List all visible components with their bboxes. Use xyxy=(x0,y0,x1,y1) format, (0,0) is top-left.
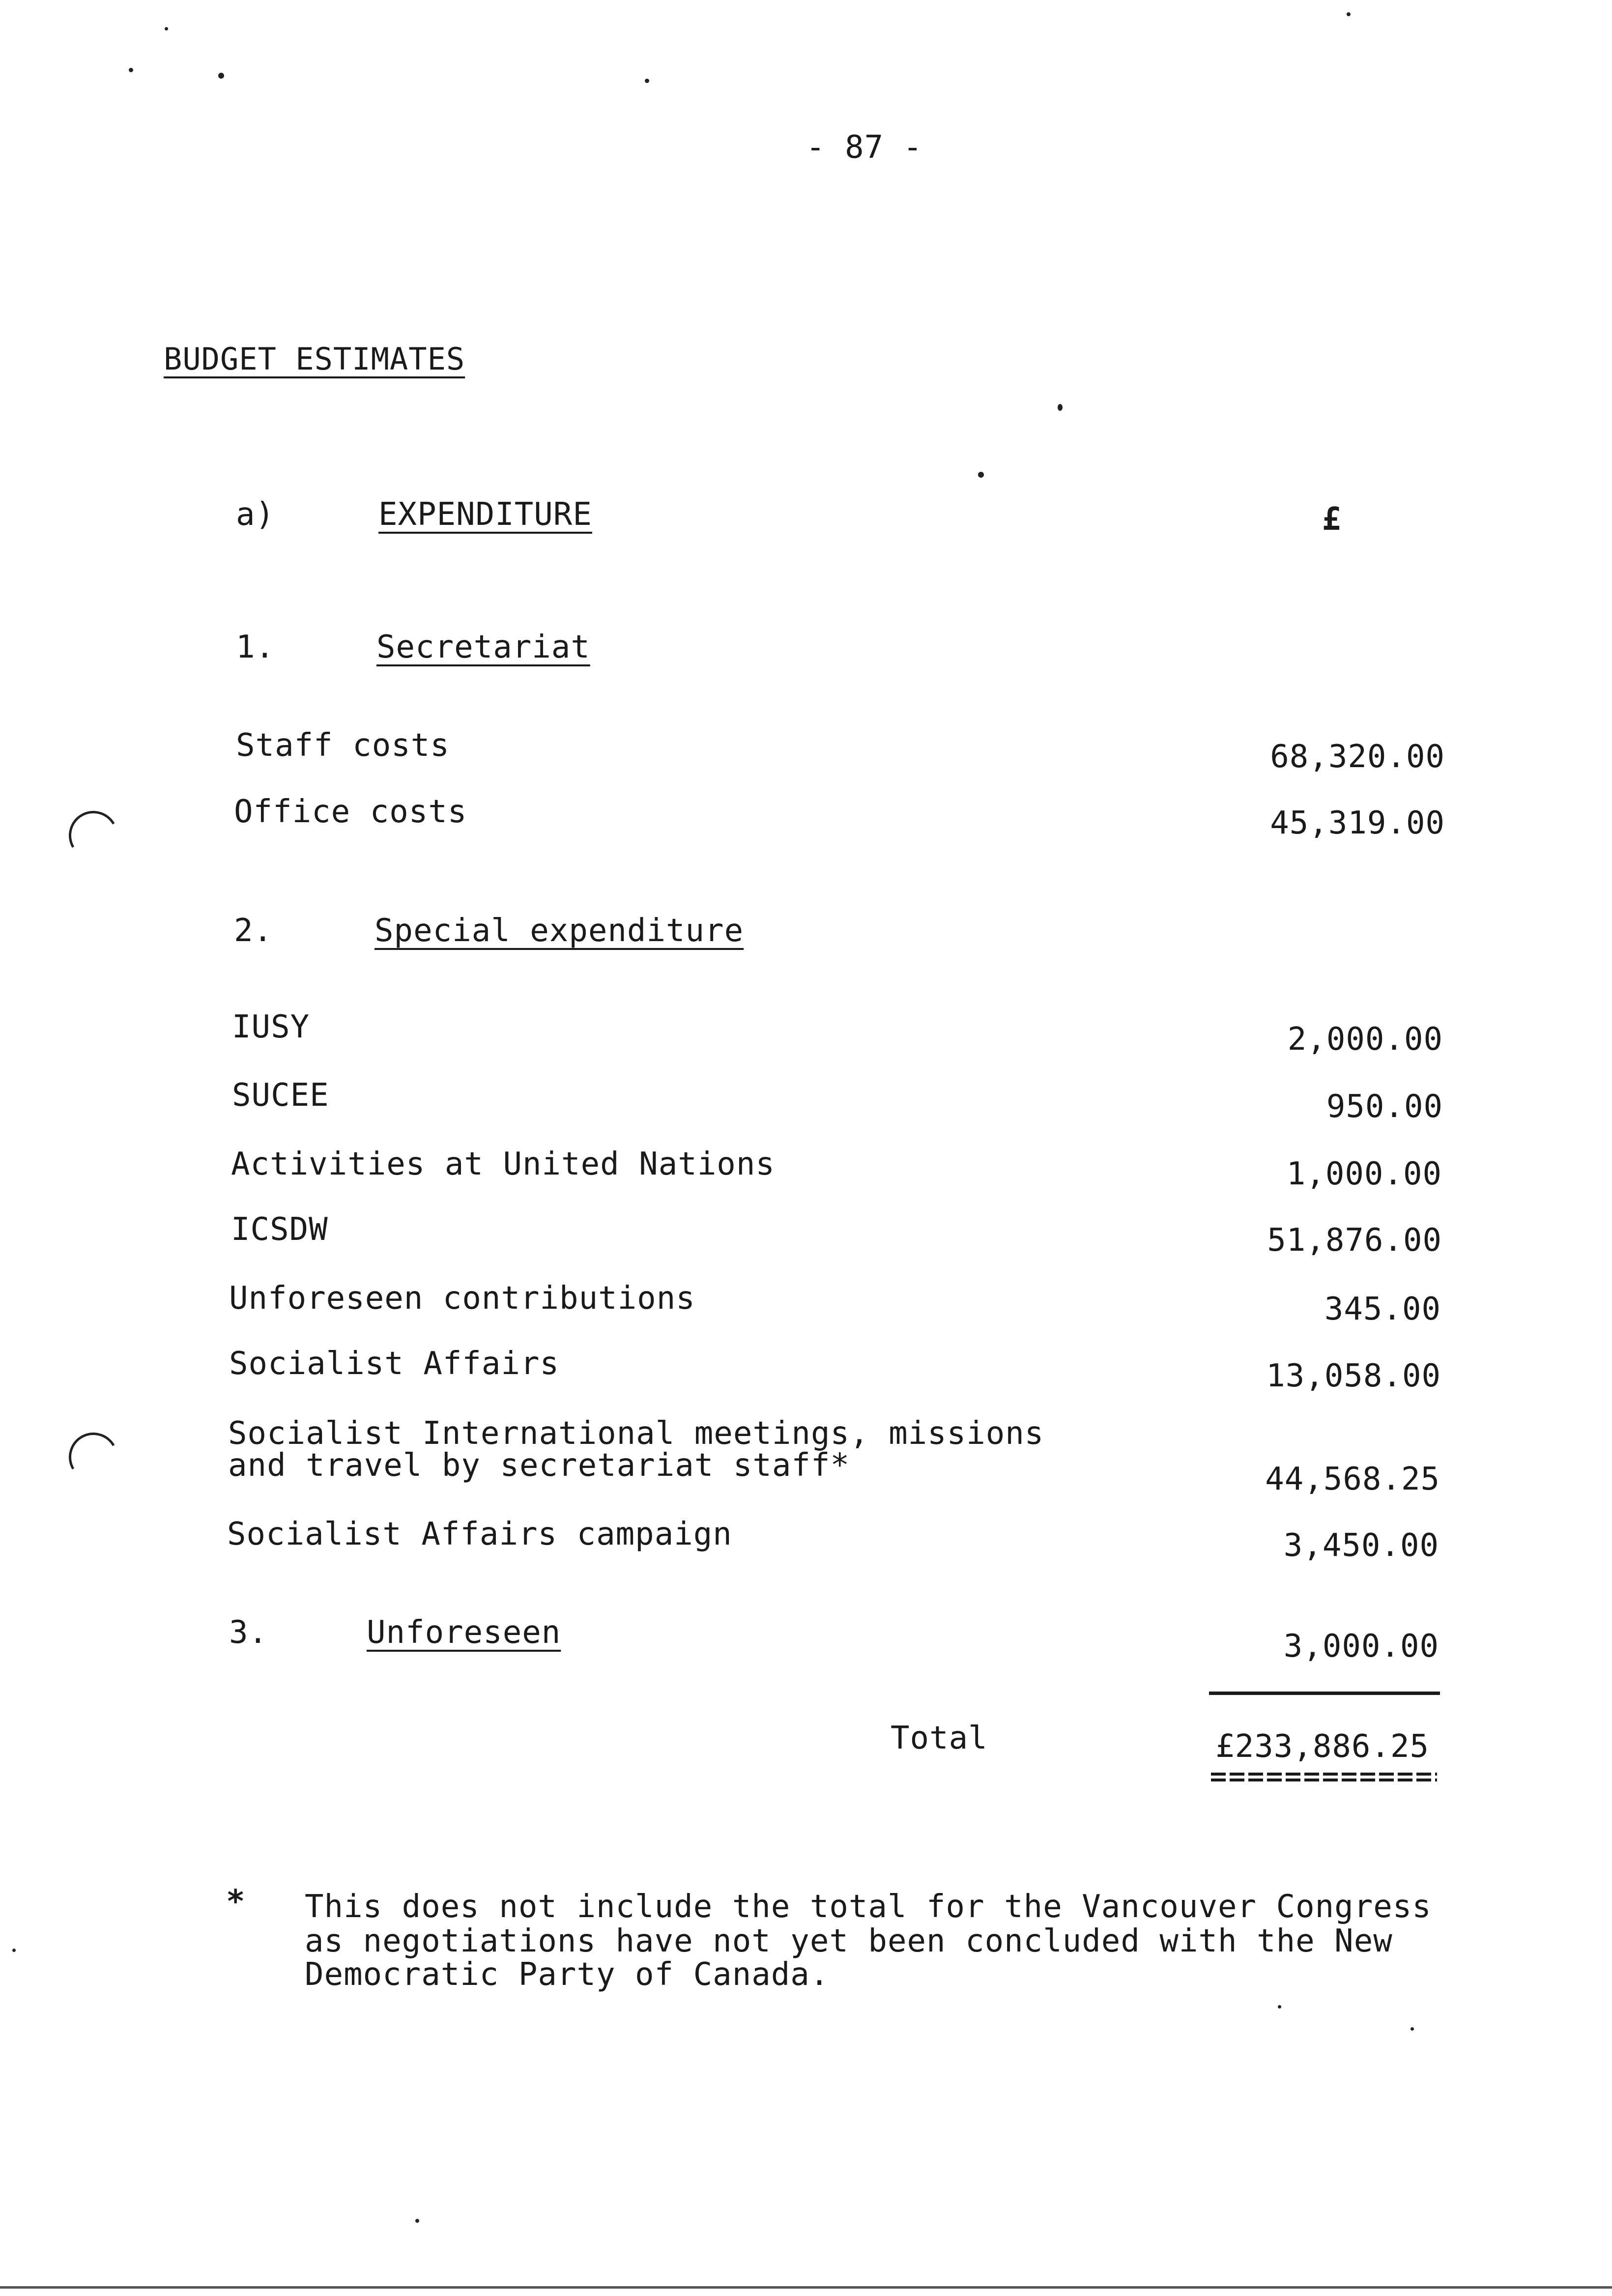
line-item-amount: 1,000.00 xyxy=(1286,1156,1442,1192)
total-label: Total xyxy=(891,1720,988,1756)
footnote-marker: * xyxy=(226,1884,246,1920)
line-item-amount: 3,450.00 xyxy=(1283,1527,1439,1564)
scan-speck xyxy=(415,2219,419,2223)
line-item-amount: 3,000.00 xyxy=(1283,1628,1439,1665)
total-double-rule xyxy=(1211,1773,1437,1781)
binder-hole-mark xyxy=(63,1427,123,1487)
special-title: Special expenditure xyxy=(374,913,744,949)
scan-speck xyxy=(645,79,649,83)
line-item-amount: 950.00 xyxy=(1326,1089,1443,1125)
line-item-label: Socialist International meetings, missions xyxy=(228,1415,1044,1452)
page-number: - 87 - xyxy=(806,129,923,166)
scan-speck xyxy=(129,68,133,72)
scan-speck xyxy=(165,27,168,30)
scan-speck xyxy=(1278,2005,1281,2009)
footnote-line: Democratic Party of Canada. xyxy=(305,1956,830,1993)
binder-hole-mark xyxy=(63,805,123,865)
currency-symbol: £ xyxy=(1322,501,1342,538)
secretariat-title: Secretariat xyxy=(376,629,590,665)
scan-speck xyxy=(1347,12,1351,16)
footnote-line: as negotiations have not yet been concluded with the New xyxy=(305,1923,1393,1959)
section-marker: a) xyxy=(236,496,275,533)
scan-speck xyxy=(12,1949,16,1952)
special-number: 2. xyxy=(234,913,273,949)
line-item-label: SUCEE xyxy=(232,1077,329,1114)
line-item-amount: 2,000.00 xyxy=(1287,1021,1443,1058)
line-item-label: ICSDW xyxy=(231,1211,328,1248)
scan-speck xyxy=(218,73,224,79)
total-amount: £233,886.25 xyxy=(1215,1728,1429,1765)
line-item-label: Unforeseen contributions xyxy=(229,1280,695,1317)
line-item-amount: 13,058.00 xyxy=(1266,1358,1441,1394)
line-item-amount: 345.00 xyxy=(1324,1291,1441,1327)
line-item-label: Activities at United Nations xyxy=(231,1146,775,1182)
line-item-label: Socialist Affairs xyxy=(229,1346,560,1382)
unforeseen-title: Unforeseen xyxy=(367,1614,561,1651)
line-item-label: Office costs xyxy=(234,794,467,830)
line-item-amount: 44,568.25 xyxy=(1265,1461,1440,1497)
section-title: EXPENDITURE xyxy=(378,496,592,533)
scan-speck xyxy=(978,472,984,478)
scan-bottom-edge xyxy=(0,2286,1612,2289)
scan-speck xyxy=(1410,2027,1414,2031)
secretariat-number: 1. xyxy=(236,629,275,665)
line-item-amount: 45,319.00 xyxy=(1270,805,1445,841)
line-item-label: Staff costs xyxy=(236,727,450,764)
line-item-label-continued: and travel by secretariat staff* xyxy=(228,1447,850,1484)
unforeseen-number: 3. xyxy=(229,1614,268,1651)
subtotal-rule xyxy=(1209,1692,1440,1695)
line-item-amount: 51,876.00 xyxy=(1267,1222,1442,1259)
line-item-label: IUSY xyxy=(232,1009,310,1045)
line-item-amount: 68,320.00 xyxy=(1270,739,1445,775)
page-title: BUDGET ESTIMATES xyxy=(164,341,465,377)
line-item-label: Socialist Affairs campaign xyxy=(227,1516,732,1552)
scan-speck xyxy=(1058,404,1063,411)
footnote-line: This does not include the total for the Vancouver Congress xyxy=(305,1889,1432,1925)
